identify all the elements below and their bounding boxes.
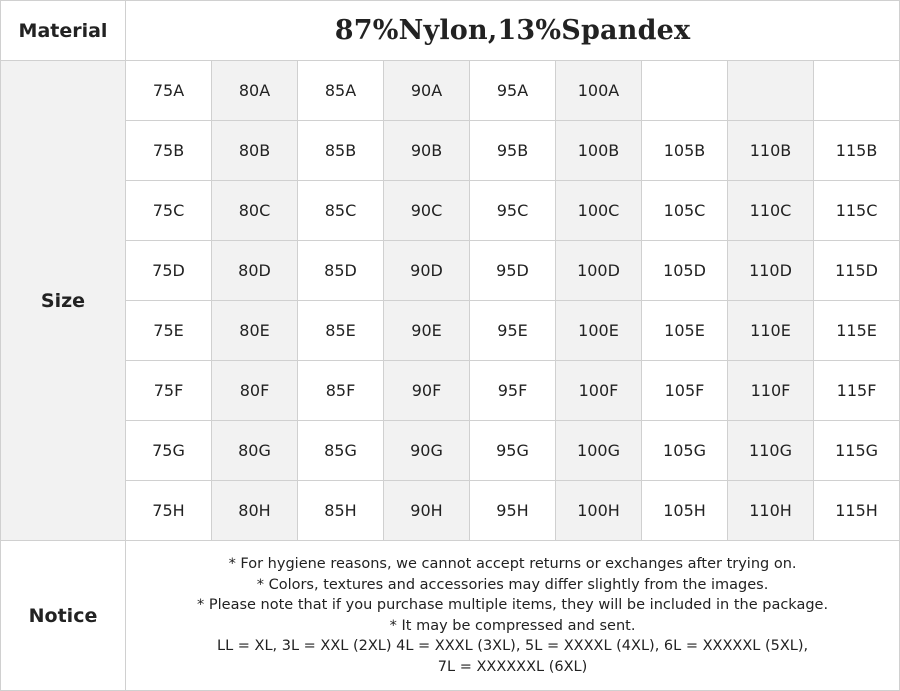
- size-cell: 110D: [728, 241, 814, 301]
- size-cell: 80H: [212, 481, 298, 541]
- size-cell: 100C: [556, 181, 642, 241]
- size-row: [1, 241, 900, 301]
- size-cell: 115H: [814, 481, 900, 541]
- size-row: [1, 421, 900, 481]
- size-cell: 100F: [556, 361, 642, 421]
- material-value: 87%Nylon,13%Spandex: [126, 1, 900, 61]
- size-row: [1, 481, 900, 541]
- size-cell: 75G: [126, 421, 212, 481]
- size-row: [1, 61, 900, 121]
- size-cell: 100B: [556, 121, 642, 181]
- size-cell: 75E: [126, 301, 212, 361]
- size-cell: 110G: [728, 421, 814, 481]
- notice-line: * It may be compressed and sent.: [389, 617, 636, 634]
- size-cell: 85H: [298, 481, 384, 541]
- notice-line: * Please note that if you purchase multiple items, they will be included in the package.: [197, 597, 829, 613]
- size-cell: 75D: [126, 241, 212, 301]
- size-cell: 105H: [642, 481, 728, 541]
- size-cell: 110E: [728, 301, 814, 361]
- size-cell: [642, 61, 728, 121]
- size-cell: 90H: [384, 481, 470, 541]
- size-cell: 100A: [556, 61, 642, 121]
- size-cell: 85D: [298, 241, 384, 301]
- size-cell: 95A: [470, 61, 556, 121]
- material-label: Material: [1, 1, 126, 61]
- notice-line: * For hygiene reasons, we cannot accept returns or exchanges after trying on.: [228, 556, 797, 572]
- size-cell: 80G: [212, 421, 298, 481]
- material-row: [1, 1, 900, 61]
- size-cell: 115B: [814, 121, 900, 181]
- size-cell: 75A: [126, 61, 212, 121]
- size-row: [1, 301, 900, 361]
- size-cell: 95B: [470, 121, 556, 181]
- size-cell: 100G: [556, 421, 642, 481]
- size-cell: 95H: [470, 481, 556, 541]
- size-row: [1, 181, 900, 241]
- size-cell: 95E: [470, 301, 556, 361]
- size-cell: 100D: [556, 241, 642, 301]
- size-cell: 80C: [212, 181, 298, 241]
- size-cell: 110C: [728, 181, 814, 241]
- size-cell: 85F: [298, 361, 384, 421]
- size-cell: 90F: [384, 361, 470, 421]
- size-cell: 105G: [642, 421, 728, 481]
- size-cell: 95G: [470, 421, 556, 481]
- notice-label: Notice: [1, 541, 126, 691]
- notice-text: [126, 541, 900, 691]
- size-cell: 80D: [212, 241, 298, 301]
- size-cell: 75F: [126, 361, 212, 421]
- size-cell: 95D: [470, 241, 556, 301]
- size-cell: 85B: [298, 121, 384, 181]
- size-cell: 75H: [126, 481, 212, 541]
- size-cell: 110F: [728, 361, 814, 421]
- size-cell: 85E: [298, 301, 384, 361]
- notice-line: LL = XL, 3L = XXL (2XL) 4L = XXXL (3XL), 5L = XXXXL (4XL), 6L = XXXXXL (5XL),: [216, 638, 809, 654]
- size-cell: 110H: [728, 481, 814, 541]
- size-row: [1, 361, 900, 421]
- size-cell: 100E: [556, 301, 642, 361]
- size-cell: 75B: [126, 121, 212, 181]
- size-cell: [814, 61, 900, 121]
- size-cell: 115C: [814, 181, 900, 241]
- size-cell: 105B: [642, 121, 728, 181]
- size-cell: 90C: [384, 181, 470, 241]
- size-cell: 90E: [384, 301, 470, 361]
- size-cell: [728, 61, 814, 121]
- size-cell: 85G: [298, 421, 384, 481]
- size-cell: 90A: [384, 61, 470, 121]
- size-cell: 90B: [384, 121, 470, 181]
- size-cell: 90D: [384, 241, 470, 301]
- size-cell: 115E: [814, 301, 900, 361]
- notice-line: 7L = XXXXXXL (6XL): [437, 658, 588, 675]
- size-cell: 105F: [642, 361, 728, 421]
- size-cell: 110B: [728, 121, 814, 181]
- size-cell: 80F: [212, 361, 298, 421]
- size-cell: 80A: [212, 61, 298, 121]
- size-cell: 100H: [556, 481, 642, 541]
- size-cell: 80E: [212, 301, 298, 361]
- size-cell: 105C: [642, 181, 728, 241]
- size-cell: 105E: [642, 301, 728, 361]
- size-cell: 85A: [298, 61, 384, 121]
- size-cell: 105D: [642, 241, 728, 301]
- size-cell: 85C: [298, 181, 384, 241]
- size-cell: 80B: [212, 121, 298, 181]
- size-cell: 115D: [814, 241, 900, 301]
- size-row: [1, 121, 900, 181]
- notice-line: * Colors, textures and accessories may differ slightly from the images.: [256, 576, 769, 593]
- size-cell: 75C: [126, 181, 212, 241]
- size-cell: 95F: [470, 361, 556, 421]
- size-cell: 115G: [814, 421, 900, 481]
- size-cell: 115F: [814, 361, 900, 421]
- size-cell: 95C: [470, 181, 556, 241]
- notice-row: [1, 541, 900, 691]
- size-cell: 90G: [384, 421, 470, 481]
- size-label: Size: [1, 61, 126, 541]
